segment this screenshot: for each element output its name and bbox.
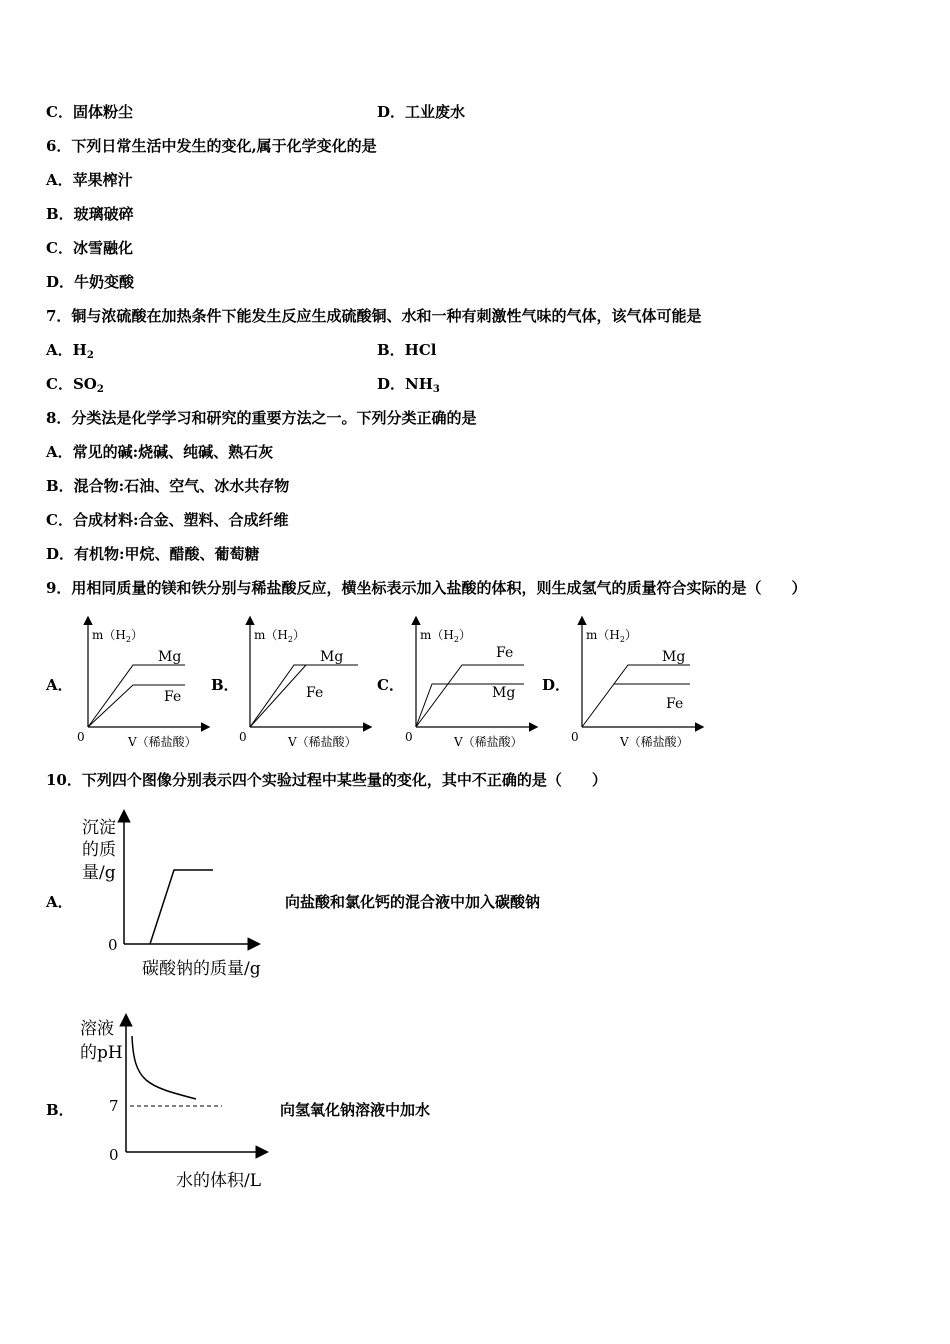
x-axis-label: V（稀盐酸） — [620, 735, 689, 749]
q5-option-d: D．工业废水 — [377, 103, 466, 121]
fe-label: Fe — [164, 689, 182, 705]
origin-label: 0 — [239, 730, 247, 744]
q10-stem: 10．下列四个图像分别表示四个实验过程中某些量的变化，其中不正确的是（ ） — [46, 771, 607, 789]
q6-option-c: C．冰雪融化 — [46, 239, 133, 257]
ph-curve — [132, 1036, 196, 1099]
y-axis-label-line2: 的pH — [80, 1043, 123, 1063]
fe-label: Fe — [496, 645, 514, 661]
q10-graph-a — [76, 808, 286, 983]
q8-option-a: A．常见的碱:烧碱、纯碱、熟石灰 — [46, 443, 274, 461]
q10-a-description: 向盐酸和氯化钙的混合液中加入碳酸钠 — [285, 893, 541, 911]
origin-label: 0 — [571, 730, 579, 744]
q10-a-letter: A． — [46, 893, 73, 911]
fe-curve — [250, 665, 306, 727]
q7-option-c: C．$SO_2$ — [46, 375, 104, 395]
q10-graph-b — [76, 1012, 286, 1192]
q10-b-letter: B． — [46, 1101, 74, 1119]
q6-stem: 6．下列日常生活中发生的变化,属于化学变化的是 — [46, 137, 377, 155]
q9-graph-c-letter: C． — [377, 676, 404, 694]
q8-option-d: D．有机物:甲烷、醋酸、葡萄糖 — [46, 545, 260, 563]
mg-label: Mg — [662, 649, 686, 665]
ph-7-label: 7 — [109, 1097, 119, 1115]
y-axis-label-line1: 沉淀 — [82, 818, 116, 838]
origin-label: 0 — [109, 1146, 119, 1164]
x-axis-label: V（稀盐酸） — [128, 735, 197, 749]
y-axis-label-line3: 量/g — [82, 863, 116, 883]
q6-option-d: D．牛奶变酸 — [46, 273, 135, 291]
q7-option-b: B．HCl — [377, 341, 437, 359]
q7-option-d: D．$NH_3$ — [377, 375, 440, 395]
q10-b-description: 向氢氧化钠溶液中加水 — [280, 1101, 431, 1119]
q6-option-a: A．苹果榨汁 — [46, 171, 133, 189]
mg-label: Mg — [158, 649, 182, 665]
q7-option-a: A．$H_2$ — [46, 341, 94, 361]
q7-stem: 7．铜与浓硫酸在加热条件下能发生反应生成硫酸铜、水和一种有刺激性气味的气体，该气体可能是 — [46, 307, 702, 325]
y-axis-label: $m(H_2)$ — [586, 628, 637, 644]
y-axis-label-line1: 溶液 — [80, 1019, 114, 1039]
fe-label: Fe — [306, 685, 324, 701]
q9-graph-c — [400, 612, 550, 754]
origin-label: 0 — [108, 936, 118, 954]
q9-graph-b-letter: B． — [211, 676, 239, 694]
q9-stem: 9．用相同质量的镁和铁分别与稀盐酸反应，横坐标表示加入盐酸的体积，则生成氢气的质量符合实际的是（ ） — [46, 579, 807, 597]
q6-option-b: B．玻璃破碎 — [46, 205, 134, 223]
q9-graph-a-letter: A． — [46, 676, 73, 694]
x-axis-label: 碳酸钠的质量/g — [142, 959, 261, 979]
q8-option-c: C．合成材料:合金、塑料、合成纤维 — [46, 511, 289, 529]
x-axis-label: V（稀盐酸） — [288, 735, 357, 749]
q9-graph-b — [234, 612, 384, 754]
mg-curve — [250, 665, 358, 727]
q9-graph-d — [566, 612, 716, 754]
y-axis-label: $m(H_2)$ — [420, 628, 471, 644]
mg-label: Mg — [320, 649, 344, 665]
precipitate-curve — [150, 870, 213, 944]
y-axis-label-line2: 的质 — [82, 840, 116, 860]
x-axis-label: 水的体积/L — [176, 1171, 262, 1191]
origin-label: 0 — [405, 730, 413, 744]
x-axis-label: V（稀盐酸） — [454, 735, 523, 749]
y-axis-label: $m(H_2)$ — [254, 628, 305, 644]
fe-label: Fe — [666, 696, 684, 712]
q8-stem: 8．分类法是化学学习和研究的重要方法之一。下列分类正确的是 — [46, 409, 477, 427]
q8-option-b: B．混合物:石油、空气、冰水共存物 — [46, 477, 290, 495]
q9-graph-a — [70, 612, 220, 754]
mg-label: Mg — [492, 685, 516, 701]
q5-option-c: C．固体粉尘 — [46, 103, 133, 121]
origin-label: 0 — [77, 730, 85, 744]
y-axis-label: $m(H_2)$ — [92, 628, 143, 644]
q9-graph-d-letter: D． — [542, 676, 571, 694]
